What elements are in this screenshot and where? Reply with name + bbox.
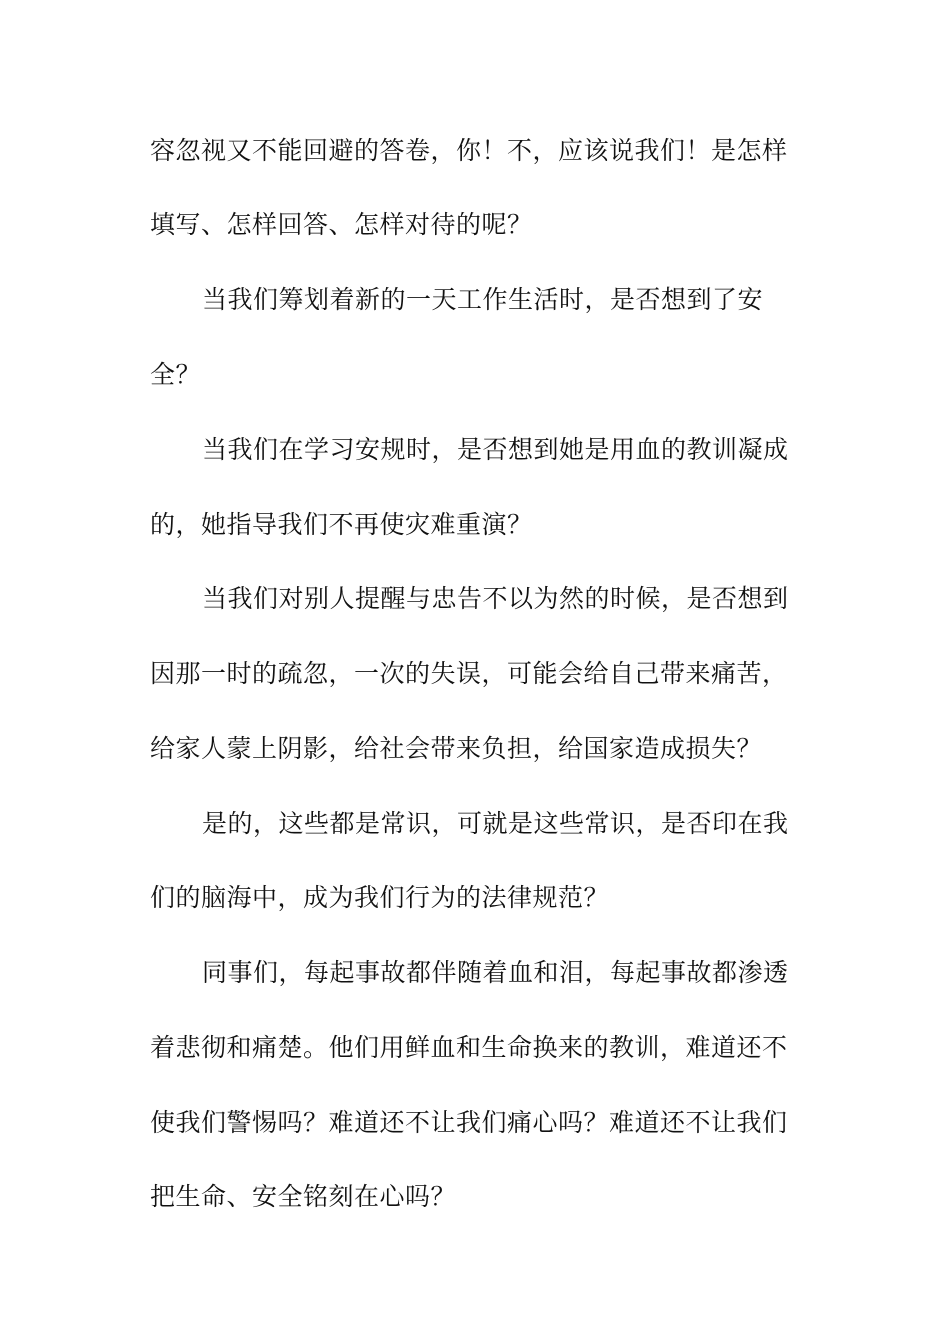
text-line: 把生命、安全铭刻在心吗？	[150, 1182, 457, 1211]
text-line: 因那一时的疏忽，一次的失误，可能会给自己带来痛苦，	[150, 659, 788, 688]
paragraph-start-line: 当我们在学习安规时，是否想到她是用血的教训凝成	[202, 435, 789, 464]
text-line: 全？	[150, 360, 202, 389]
text-line: 的，她指导我们不再使灾难重演？	[150, 510, 533, 539]
text-line: 填写、怎样回答、怎样对待的呢？	[150, 210, 533, 239]
paragraph-start-line: 当我们对别人提醒与忠告不以为然的时候，是否想到	[202, 584, 789, 613]
text-line: 给家人蒙上阴影，给社会带来负担，给国家造成损失？	[150, 734, 763, 763]
text-line: 使我们警惕吗？难道还不让我们痛心吗？难道还不让我们	[150, 1108, 788, 1137]
text-line: 们的脑海中，成为我们行为的法律规范？	[150, 883, 610, 912]
text-line: 容忽视又不能回避的答卷，你！不，应该说我们！是怎样	[150, 136, 788, 165]
paragraph-start-line: 是的，这些都是常识，可就是这些常识，是否印在我	[202, 809, 789, 838]
paragraph-start-line: 同事们，每起事故都伴随着血和泪，每起事故都渗透	[202, 958, 789, 987]
text-line: 着悲彻和痛楚。他们用鲜血和生命换来的教训，难道还不	[150, 1033, 788, 1062]
paragraph-start-line: 当我们筹划着新的一天工作生活时，是否想到了安	[202, 285, 764, 314]
